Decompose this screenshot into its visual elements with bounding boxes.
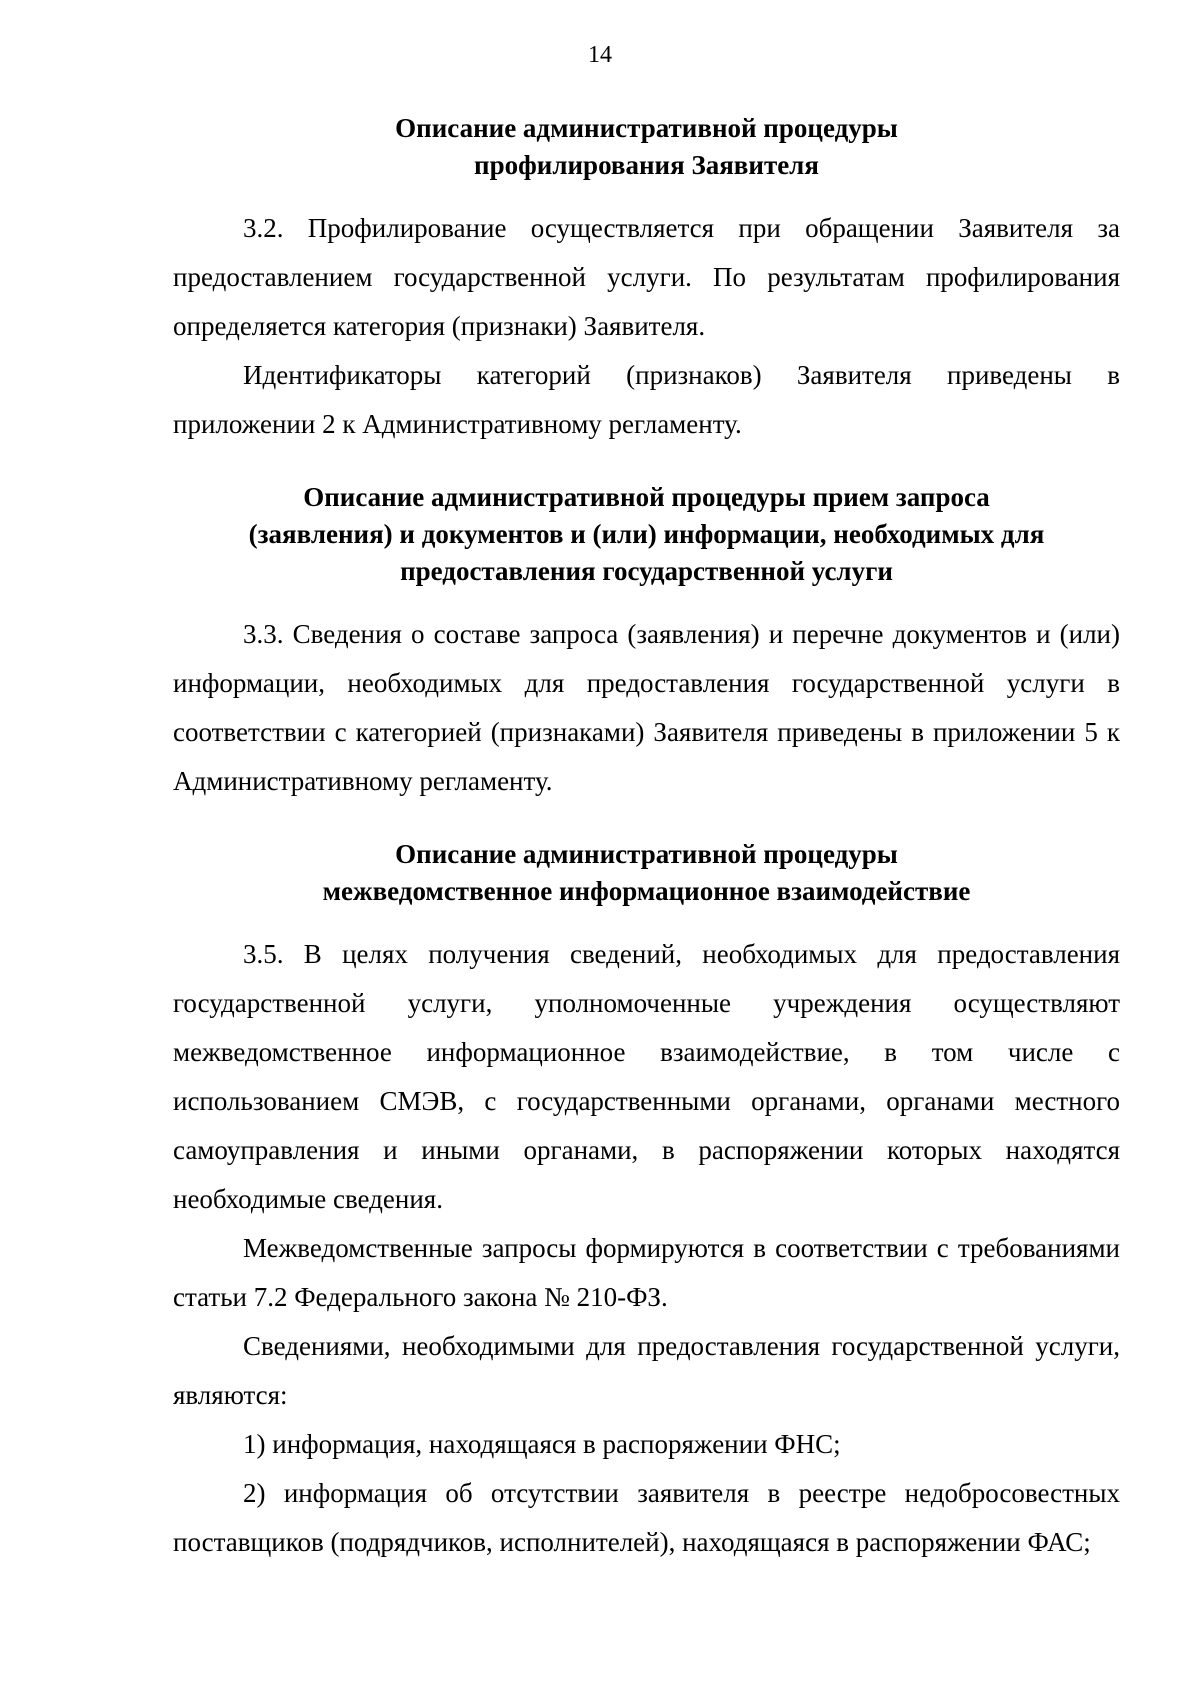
page-number: 14 xyxy=(588,42,612,68)
paragraph: 3.5. В целях получения сведений, необходимых для предоставления государственной услуги, уполномоченные учреждения осуществляют межведомственное информационное взаимодействие, в том числе с использованием СМЭВ, с государственными органами, органами местного самоуправления и иными органами, в распоряжении которых находятся необходимые сведения. xyxy=(173,939,1120,1214)
section-heading xyxy=(173,110,1120,184)
heading-line: предоставления государственной услуги xyxy=(400,556,893,586)
heading-line: межведомственное информационное взаимодействие xyxy=(322,876,971,906)
section-profiling xyxy=(173,110,1120,449)
section-heading xyxy=(173,836,1120,910)
paragraph: Межведомственные запросы формируются в соответствии с требованиями статьи 7.2 Федерального закона № 210-ФЗ. xyxy=(173,1233,1120,1312)
section-request-intake xyxy=(173,479,1120,806)
list-item: 2) информация об отсутствии заявителя в реестре недобросовестных поставщиков (подрядчиков, исполнителей), находящаяся в распоряжении ФАС; xyxy=(173,1478,1120,1557)
section-interagency-interaction xyxy=(173,836,1120,1567)
paragraph: 3.2. Профилирование осуществляется при обращении Заявителя за предоставлением государственной услуги. По результатам профилирования определяется категория (признаки) Заявителя. xyxy=(173,213,1120,341)
section-heading xyxy=(173,479,1120,590)
list-item: 1) информация, находящаяся в распоряжении ФНС; xyxy=(243,1429,841,1459)
paragraph: Идентификаторы категорий (признаков) Заявителя приведены в приложении 2 к Административному регламенту. xyxy=(173,360,1120,439)
heading-line: профилирования Заявителя xyxy=(474,150,819,180)
page-content xyxy=(173,110,1120,1567)
paragraph: Сведениями, необходимыми для предоставления государственной услуги, являются: xyxy=(173,1331,1120,1410)
heading-line: Описание административной процедуры xyxy=(395,839,898,869)
heading-line: (заявления) и документов и (или) информации, необходимых для xyxy=(248,519,1045,549)
heading-line: Описание административной процедуры прием запроса xyxy=(303,482,990,512)
paragraph: 3.3. Сведения о составе запроса (заявления) и перечне документов и (или) информации, необходимых для предоставления государственной услуги в соответствии с категорией (признаками) Заявителя приведены в приложении 5 к Административному регламенту. xyxy=(173,619,1120,796)
heading-line: Описание административной процедуры xyxy=(395,113,898,143)
